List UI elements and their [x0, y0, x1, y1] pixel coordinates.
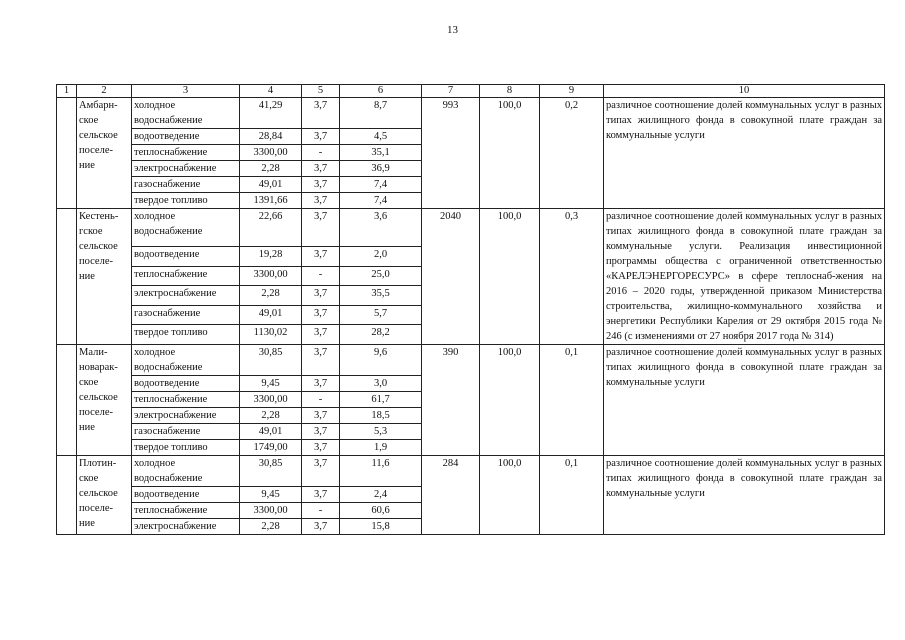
coverage-cell: 100,0 [480, 345, 540, 456]
service-name: теплоснабжение [134, 147, 208, 158]
service-name: теплоснабжение [134, 268, 208, 280]
share-cell: 8,7 [340, 98, 422, 129]
index-cell: 3,7 [302, 177, 340, 193]
share-cell: 7,4 [340, 193, 422, 209]
tariff-cell: 41,29 [240, 98, 302, 129]
service-name: холодное водоснабжение [134, 458, 203, 484]
index-cell: 3,7 [302, 161, 340, 177]
column-number-row [57, 85, 885, 98]
tariff-cell: 3300,00 [240, 392, 302, 408]
column-header: 3 [132, 85, 240, 98]
row-number-cell [57, 456, 77, 535]
service-name: твердое топливо [134, 195, 208, 206]
table-header [57, 85, 885, 98]
row-number-cell [57, 98, 77, 209]
population-cell: 993 [422, 98, 480, 209]
index-cell: 3,7 [302, 519, 340, 535]
share-cell: 2,4 [340, 487, 422, 503]
tariff-cell: 2,28 [240, 519, 302, 535]
note-cell: различное соотношение долей коммунальных услуг в разных типах жилищного фонда в совокупной плате граждан за коммунальные услуги. Реализация инвестиционной программы общества с ограниченной ответственностью «КАРЕЛЭНЕРГОРЕСУРС» в сфере теплоснаб-жения на 2016 – 2020 годы, утвержденной приказом Министерства строительства, жилищно-коммунального хозяйства и энергетики Республики Карелия от 29 октября 2015 года № 246 (с изменениями от 27 ноября 2017 года № 314) [604, 209, 885, 345]
index-cell: 3,7 [302, 98, 340, 129]
service-cell [132, 325, 240, 345]
share-cell: 25,0 [340, 266, 422, 286]
column-header: 1 [57, 85, 77, 98]
service-name: электроснабжение [134, 410, 217, 421]
settlement-cell [77, 456, 132, 535]
note-cell: различное соотношение долей коммунальных услуг в разных типах жилищного фонда в совокупной плате граждан за коммунальные услуги [604, 345, 885, 456]
share-cell: 1,9 [340, 440, 422, 456]
share-cell: 60,6 [340, 503, 422, 519]
table-row [57, 345, 885, 376]
index-cell: - [302, 145, 340, 161]
service-cell [132, 408, 240, 424]
tariff-cell: 30,85 [240, 456, 302, 487]
note-cell: различное соотношение долей коммунальных услуг в разных типах жилищного фонда в совокупной плате граждан за коммунальные услуги [604, 98, 885, 209]
index-cell: 3,7 [302, 246, 340, 266]
service-cell [132, 424, 240, 440]
service-cell [132, 145, 240, 161]
coverage-cell: 100,0 [480, 98, 540, 209]
share-cell: 7,4 [340, 177, 422, 193]
tariff-cell: 22,66 [240, 209, 302, 247]
service-cell [132, 503, 240, 519]
column-header: 9 [540, 85, 604, 98]
settlement-cell [77, 345, 132, 456]
share-cell: 2,0 [340, 246, 422, 266]
service-cell [132, 376, 240, 392]
percent-cell: 0,1 [540, 345, 604, 456]
service-name: газоснабжение [134, 426, 201, 437]
service-name: водоотведение [134, 248, 200, 260]
index-cell: 3,7 [302, 286, 340, 306]
coverage-cell: 100,0 [480, 456, 540, 535]
share-cell: 61,7 [340, 392, 422, 408]
coverage-cell: 100,0 [480, 209, 540, 345]
share-cell: 35,5 [340, 286, 422, 306]
service-name: твердое топливо [134, 442, 208, 453]
column-header: 10 [604, 85, 885, 98]
population-cell: 284 [422, 456, 480, 535]
share-cell: 35,1 [340, 145, 422, 161]
service-name: холодное водоснабжение [134, 211, 203, 237]
tariff-cell: 2,28 [240, 161, 302, 177]
column-header: 6 [340, 85, 422, 98]
tariff-cell: 2,28 [240, 286, 302, 306]
population-cell: 2040 [422, 209, 480, 345]
service-name: теплоснабжение [134, 394, 208, 405]
index-cell: 3,7 [302, 440, 340, 456]
share-cell: 3,0 [340, 376, 422, 392]
settlement-cell [77, 98, 132, 209]
table-row [57, 98, 885, 129]
tariff-cell: 28,84 [240, 129, 302, 145]
service-cell [132, 161, 240, 177]
tariff-cell: 2,28 [240, 408, 302, 424]
settlement-name: Амбарн- ское сельское поселе- ние [79, 100, 118, 171]
service-cell [132, 98, 240, 129]
column-header: 2 [77, 85, 132, 98]
settlement-name: Кестень- гское сельское поселе- ние [79, 211, 119, 282]
index-cell: 3,7 [302, 487, 340, 503]
share-cell: 36,9 [340, 161, 422, 177]
page-number: 13 [447, 24, 458, 36]
index-cell: 3,7 [302, 209, 340, 247]
percent-cell: 0,1 [540, 456, 604, 535]
row-number-cell [57, 345, 77, 456]
service-name: газоснабжение [134, 179, 201, 190]
tariff-cell: 49,01 [240, 177, 302, 193]
tariff-cell: 49,01 [240, 424, 302, 440]
tariff-cell: 30,85 [240, 345, 302, 376]
service-name: электроснабжение [134, 163, 217, 174]
settlement-cell [77, 209, 132, 345]
column-header: 7 [422, 85, 480, 98]
index-cell: 3,7 [302, 305, 340, 325]
service-cell [132, 177, 240, 193]
share-cell: 3,6 [340, 209, 422, 247]
service-name: твердое топливо [134, 327, 208, 339]
index-cell: 3,7 [302, 129, 340, 145]
index-cell: - [302, 266, 340, 286]
percent-cell: 0,3 [540, 209, 604, 345]
service-name: водоотведение [134, 378, 200, 389]
share-cell: 15,8 [340, 519, 422, 535]
service-cell [132, 193, 240, 209]
table-row [57, 209, 885, 247]
service-name: водоотведение [134, 489, 200, 500]
settlement-name: Плотин- ское сельское поселе- ние [79, 458, 118, 529]
service-name: водоотведение [134, 131, 200, 142]
service-name: газоснабжение [134, 307, 201, 319]
tariff-cell: 1391,66 [240, 193, 302, 209]
service-cell [132, 286, 240, 306]
tariff-cell: 3300,00 [240, 266, 302, 286]
index-cell: 3,7 [302, 376, 340, 392]
service-cell [132, 456, 240, 487]
share-cell: 11,6 [340, 456, 422, 487]
note-cell: различное соотношение долей коммунальных услуг в разных типах жилищного фонда в совокупной плате граждан за коммунальные услуги [604, 456, 885, 535]
index-cell: - [302, 392, 340, 408]
tariff-cell: 49,01 [240, 305, 302, 325]
index-cell: 3,7 [302, 325, 340, 345]
row-number-cell [57, 209, 77, 345]
index-cell: - [302, 503, 340, 519]
table-body [57, 98, 885, 535]
share-cell: 5,7 [340, 305, 422, 325]
service-name: электроснабжение [134, 288, 217, 300]
service-name: холодное водоснабжение [134, 347, 203, 373]
tariff-cell: 9,45 [240, 376, 302, 392]
service-cell [132, 519, 240, 535]
service-name: электроснабжение [134, 521, 217, 532]
service-name: холодное водоснабжение [134, 100, 203, 126]
tariff-cell: 3300,00 [240, 503, 302, 519]
service-cell [132, 129, 240, 145]
service-cell [132, 487, 240, 503]
share-cell: 18,5 [340, 408, 422, 424]
percent-cell: 0,2 [540, 98, 604, 209]
service-cell [132, 305, 240, 325]
tariff-cell: 1749,00 [240, 440, 302, 456]
service-cell [132, 345, 240, 376]
share-cell: 9,6 [340, 345, 422, 376]
service-cell [132, 266, 240, 286]
population-cell: 390 [422, 345, 480, 456]
service-cell [132, 440, 240, 456]
service-name: теплоснабжение [134, 505, 208, 516]
service-cell [132, 209, 240, 247]
index-cell: 3,7 [302, 408, 340, 424]
share-cell: 28,2 [340, 325, 422, 345]
tariff-cell: 9,45 [240, 487, 302, 503]
tariff-table [56, 84, 885, 535]
column-header: 5 [302, 85, 340, 98]
tariff-cell: 3300,00 [240, 145, 302, 161]
index-cell: 3,7 [302, 193, 340, 209]
share-cell: 5,3 [340, 424, 422, 440]
column-header: 8 [480, 85, 540, 98]
index-cell: 3,7 [302, 424, 340, 440]
service-cell [132, 392, 240, 408]
service-cell [132, 246, 240, 266]
table-row [57, 456, 885, 487]
tariff-cell: 19,28 [240, 246, 302, 266]
share-cell: 4,5 [340, 129, 422, 145]
tariff-cell: 1130,02 [240, 325, 302, 345]
index-cell: 3,7 [302, 456, 340, 487]
settlement-name: Мали- новарак- ское сельское поселе- ние [79, 347, 118, 433]
index-cell: 3,7 [302, 345, 340, 376]
column-header: 4 [240, 85, 302, 98]
